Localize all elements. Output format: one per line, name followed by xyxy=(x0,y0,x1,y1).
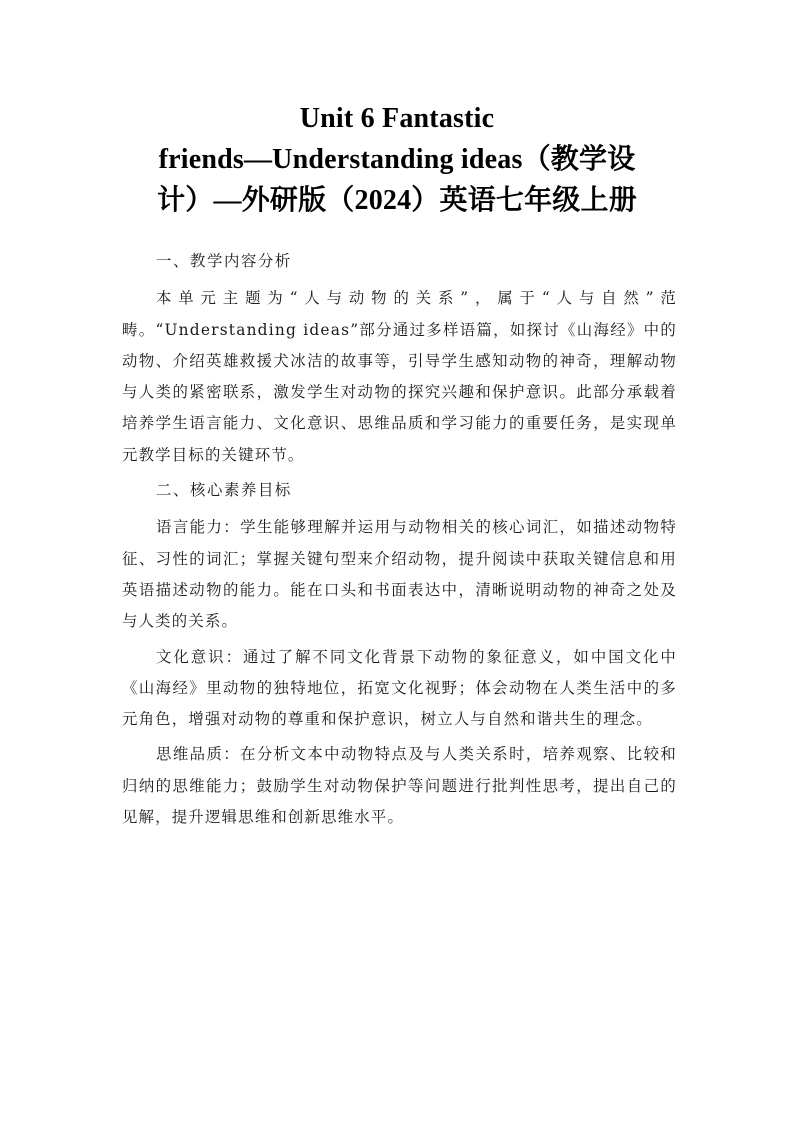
title-line-3: 计）—外研版（2024）英语七年级上册 xyxy=(157,185,637,216)
document-title xyxy=(100,98,694,221)
section-heading-content-analysis: 一、教学内容分析 xyxy=(156,252,292,270)
section-heading-core-goals: 二、核心素养目标 xyxy=(156,481,292,500)
title-line-1: Unit 6 Fantastic xyxy=(299,103,495,134)
paragraph-cultural-awareness: 文化意识：通过了解不同文化背景下动物的象征意义，如中国文化中《山海经》里动物的独特地位，拓宽文化视野；体会动物在人类生活中的多元角色，增强对动物的尊重和保护意识，树立人与自然和谐共生的理念。 xyxy=(122,647,677,729)
title-line-2: friends—Understanding ideas（教学设 xyxy=(158,144,636,175)
paragraph-thinking-quality: 思维品质：在分析文本中动物特点及与人类关系时，培养观察、比较和归纳的思维能力；鼓励学生对动物保护等问题进行批判性思考，提出自己的见解，提升逻辑思维和创新思维水平。 xyxy=(122,745,677,827)
paragraph-language-ability: 语言能力：学生能够理解并运用与动物相关的核心词汇，如描述动物特征、习性的词汇；掌握关键句型来介绍动物，提升阅读中获取关键信息和用英语描述动物的能力。能在口头和书面表达中，清晰说明动物的神奇之处及与人类的关系。 xyxy=(122,518,677,631)
paragraph-content-analysis: 本单元主题为“人与动物的关系”，属于“人与自然”范畴。“Understanding ideas”部分通过多样语篇，如探讨《山海经》中的动物、介绍英雄救援犬冰洁的故事等，引导学生感知动物的神奇，理解动物与人类的紧密联系，激发学生对动物的探究兴趣和保护意识。此部分承载着培养学生语言能力、文化意识、思维品质和学习能力的重要任务，是实现单元教学目标的关键环节。 xyxy=(122,289,677,464)
document-body xyxy=(122,246,677,833)
